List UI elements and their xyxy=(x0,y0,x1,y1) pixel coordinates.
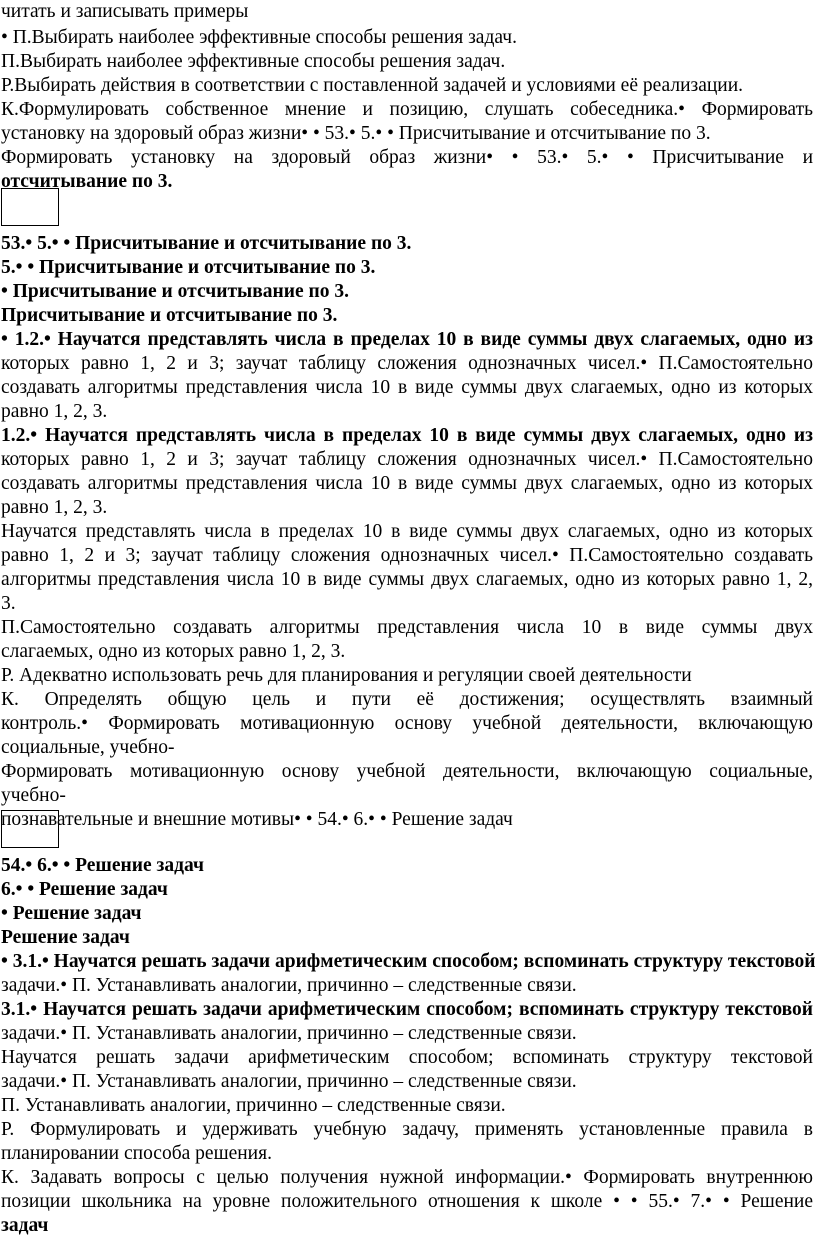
text-line: установку на здоровый образ жизни• • 53.• 5.• • Присчитывание и отсчитывание по 3. xyxy=(1,123,711,144)
text-line: задачи.• П. Устанавливать аналогии, причинно – следственные связи. xyxy=(1,975,577,996)
text-line: • 3.1.• Научатся решать задачи арифметическим способом; вспоминать структуру текстовой xyxy=(1,951,816,972)
text-line: читать и записывать примеры xyxy=(1,1,249,22)
text-line: • Решение задач xyxy=(1,903,142,924)
text-line: задачи.• П. Устанавливать аналогии, причинно – следственные связи. xyxy=(1,1071,577,1092)
text-line: П.Выбирать наиболее эффективные способы решения задач. xyxy=(1,51,506,72)
text-line: которых равно 1, 2 и 3; заучат таблицу сложения однозначных чисел.• П.Самостоятельно xyxy=(1,353,813,374)
text-line: К. Задавать вопросы с целью получения нужной информации.• Формировать внутреннюю xyxy=(1,1167,813,1188)
text-line: алгоритмы представления числа 10 в виде суммы двух слагаемых, одно из которых равно 1, 2, xyxy=(1,569,813,590)
text-line: Решение задач xyxy=(1,927,130,948)
empty-box xyxy=(1,810,59,848)
text-line: задач xyxy=(1,1215,49,1236)
text-line: планировании способа решения. xyxy=(1,1143,272,1164)
text-line: • 1.2.• Научатся представлять числа в пределах 10 в виде суммы двух слагаемых, одно из xyxy=(1,329,813,350)
text-line: социальные, учебно- xyxy=(1,737,175,758)
text-line: равно 1, 2, 3. xyxy=(1,497,108,518)
text-line: П. Устанавливать аналогии, причинно – следственные связи. xyxy=(1,1095,506,1116)
text-line: познавательные и внешние мотивы• • 54.• 6.• • Решение задач xyxy=(1,809,513,830)
text-line: равно 1, 2, 3. xyxy=(1,401,108,422)
text-line: Р. Формулировать и удерживать учебную задачу, применять установленные правила в xyxy=(1,1119,813,1140)
text-line: П.Самостоятельно создавать алгоритмы представления числа 10 в виде суммы двух xyxy=(1,617,813,638)
empty-box xyxy=(1,188,59,226)
text-line: 3.1.• Научатся решать задачи арифметическим способом; вспоминать структуру текстовой xyxy=(1,999,813,1020)
text-line: К. Определять общую цель и пути её достижения; осуществлять взаимный xyxy=(1,689,813,710)
text-line: • Присчитывание и отсчитывание по 3. xyxy=(1,281,350,302)
text-line: • П.Выбирать наиболее эффективные способы решения задач. xyxy=(1,27,517,48)
text-line: слагаемых, одно из которых равно 1, 2, 3. xyxy=(1,641,346,662)
text-line: которых равно 1, 2 и 3; заучат таблицу сложения однозначных чисел.• П.Самостоятельно xyxy=(1,449,813,470)
text-line: равно 1, 2 и 3; заучат таблицу сложения однозначных чисел.• П.Самостоятельно создавать xyxy=(1,545,813,566)
text-line: Научатся представлять числа в пределах 10 в виде суммы двух слагаемых, одно из которых xyxy=(1,521,813,542)
text-line: Формировать мотивационную основу учебной деятельности, включающую социальные, xyxy=(1,761,813,782)
text-line: позиции школьника на уровне положительного отношения к школе • • 55.• 7.• • Решение xyxy=(1,1191,813,1212)
text-line: Научатся решать задачи арифметическим способом; вспоминать структуру текстовой xyxy=(1,1047,813,1068)
text-line: создавать алгоритмы представления числа 10 в виде суммы двух слагаемых, одно из которых xyxy=(1,473,813,494)
text-line: 3. xyxy=(1,593,16,614)
text-line: учебно- xyxy=(1,785,66,806)
text-line: Присчитывание и отсчитывание по 3. xyxy=(1,305,338,326)
text-line: Р.Выбирать действия в соответствии с поставленной задачей и условиями её реализации. xyxy=(1,75,744,96)
text-line: 1.2.• Научатся представлять числа в пределах 10 в виде суммы двух слагаемых, одно из xyxy=(1,425,813,446)
text-line: контроль.• Формировать мотивационную основу учебной деятельности, включающую xyxy=(1,713,813,734)
text-line: 53.• 5.• • Присчитывание и отсчитывание по 3. xyxy=(1,233,412,254)
text-line: создавать алгоритмы представления числа 10 в виде суммы двух слагаемых, одно из которых xyxy=(1,377,813,398)
text-line: 54.• 6.• • Решение задач xyxy=(1,855,204,876)
text-line: отсчитывание по 3. xyxy=(1,171,173,192)
text-line: Р. Адекватно использовать речь для планирования и регуляции своей деятельности xyxy=(1,665,692,686)
text-line: 5.• • Присчитывание и отсчитывание по 3. xyxy=(1,257,376,278)
text-line: задачи.• П. Устанавливать аналогии, причинно – следственные связи. xyxy=(1,1023,577,1044)
text-line: 6.• • Решение задач xyxy=(1,879,168,900)
text-line: Формировать установку на здоровый образ жизни• • 53.• 5.• • Присчитывание и xyxy=(1,147,813,168)
text-line: К.Формулировать собственное мнение и позицию, слушать собеседника.• Формировать xyxy=(1,99,813,120)
